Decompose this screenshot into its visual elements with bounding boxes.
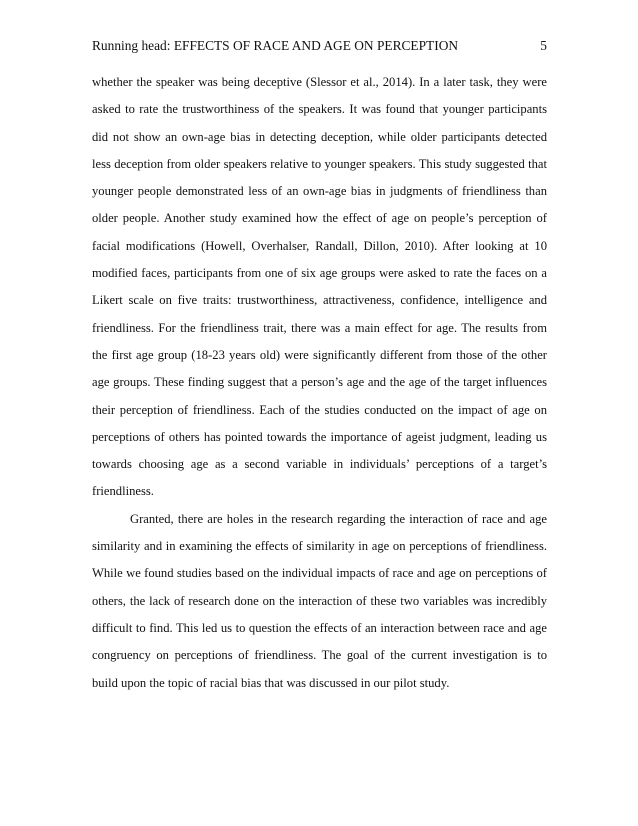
text-line: their perception of friendliness. Each of the studies conducted on the impact of age on [92, 402, 547, 417]
text-line: did not show an own-age bias in detecting deception, while older participants detected [92, 129, 547, 144]
body-text [92, 69, 547, 697]
text-line: modified faces, participants from one of six age groups were asked to rate the faces on a [92, 266, 547, 281]
page-number: 5 [540, 38, 547, 53]
text-line: congruency on perceptions of friendliness. The goal of the current investigation is to [92, 648, 547, 663]
text-line: difficult to find. This led us to question the effects of an interaction between race and age [92, 620, 547, 635]
text-line: friendliness. [92, 484, 154, 499]
text-line: Granted, there are holes in the research regarding the interaction of race and age [130, 511, 547, 526]
page-header [92, 37, 547, 55]
text-line: facial modifications (Howell, Overhalser, Randall, Dillon, 2010). After looking at 10 [92, 238, 547, 253]
text-line: less deception from older speakers relative to younger speakers. This study suggested that [92, 156, 547, 171]
text-line: others, the lack of research done on the interaction of these two variables was incredibly [92, 593, 547, 608]
text-line: Likert scale on five traits: trustworthiness, attractiveness, confidence, intelligence and [92, 293, 547, 308]
text-line: age groups. These finding suggest that a person’s age and the age of the target influences [92, 375, 547, 390]
text-line: build upon the topic of racial bias that was discussed in our pilot study. [92, 675, 450, 690]
text-line: the first age group (18-23 years old) were significantly different from those of the other [92, 347, 547, 362]
text-line: While we found studies based on the individual impacts of race and age on perceptions of [92, 566, 547, 581]
text-line: perceptions of others has pointed towards the importance of ageist judgment, leading us [92, 429, 547, 444]
text-line: whether the speaker was being deceptive (Slessor et al., 2014). In a later task, they were [92, 75, 547, 89]
text-line: friendliness. For the friendliness trait, there was a main effect for age. The results from [92, 320, 547, 335]
text-line: asked to rate the trustworthiness of the speakers. It was found that younger participants [92, 102, 547, 117]
running-head: Running head: EFFECTS OF RACE AND AGE ON PERCEPTION [92, 38, 459, 53]
text-line: similarity and in examining the effects of similarity in age on perceptions of friendliness. [92, 539, 547, 554]
text-line: towards choosing age as a second variable in individuals’ perceptions of a target’s [92, 457, 547, 472]
text-line: older people. Another study examined how the effect of age on people’s perception of [92, 211, 547, 226]
text-line: younger people demonstrated less of an own-age bias in judgments of friendliness than [92, 184, 547, 199]
